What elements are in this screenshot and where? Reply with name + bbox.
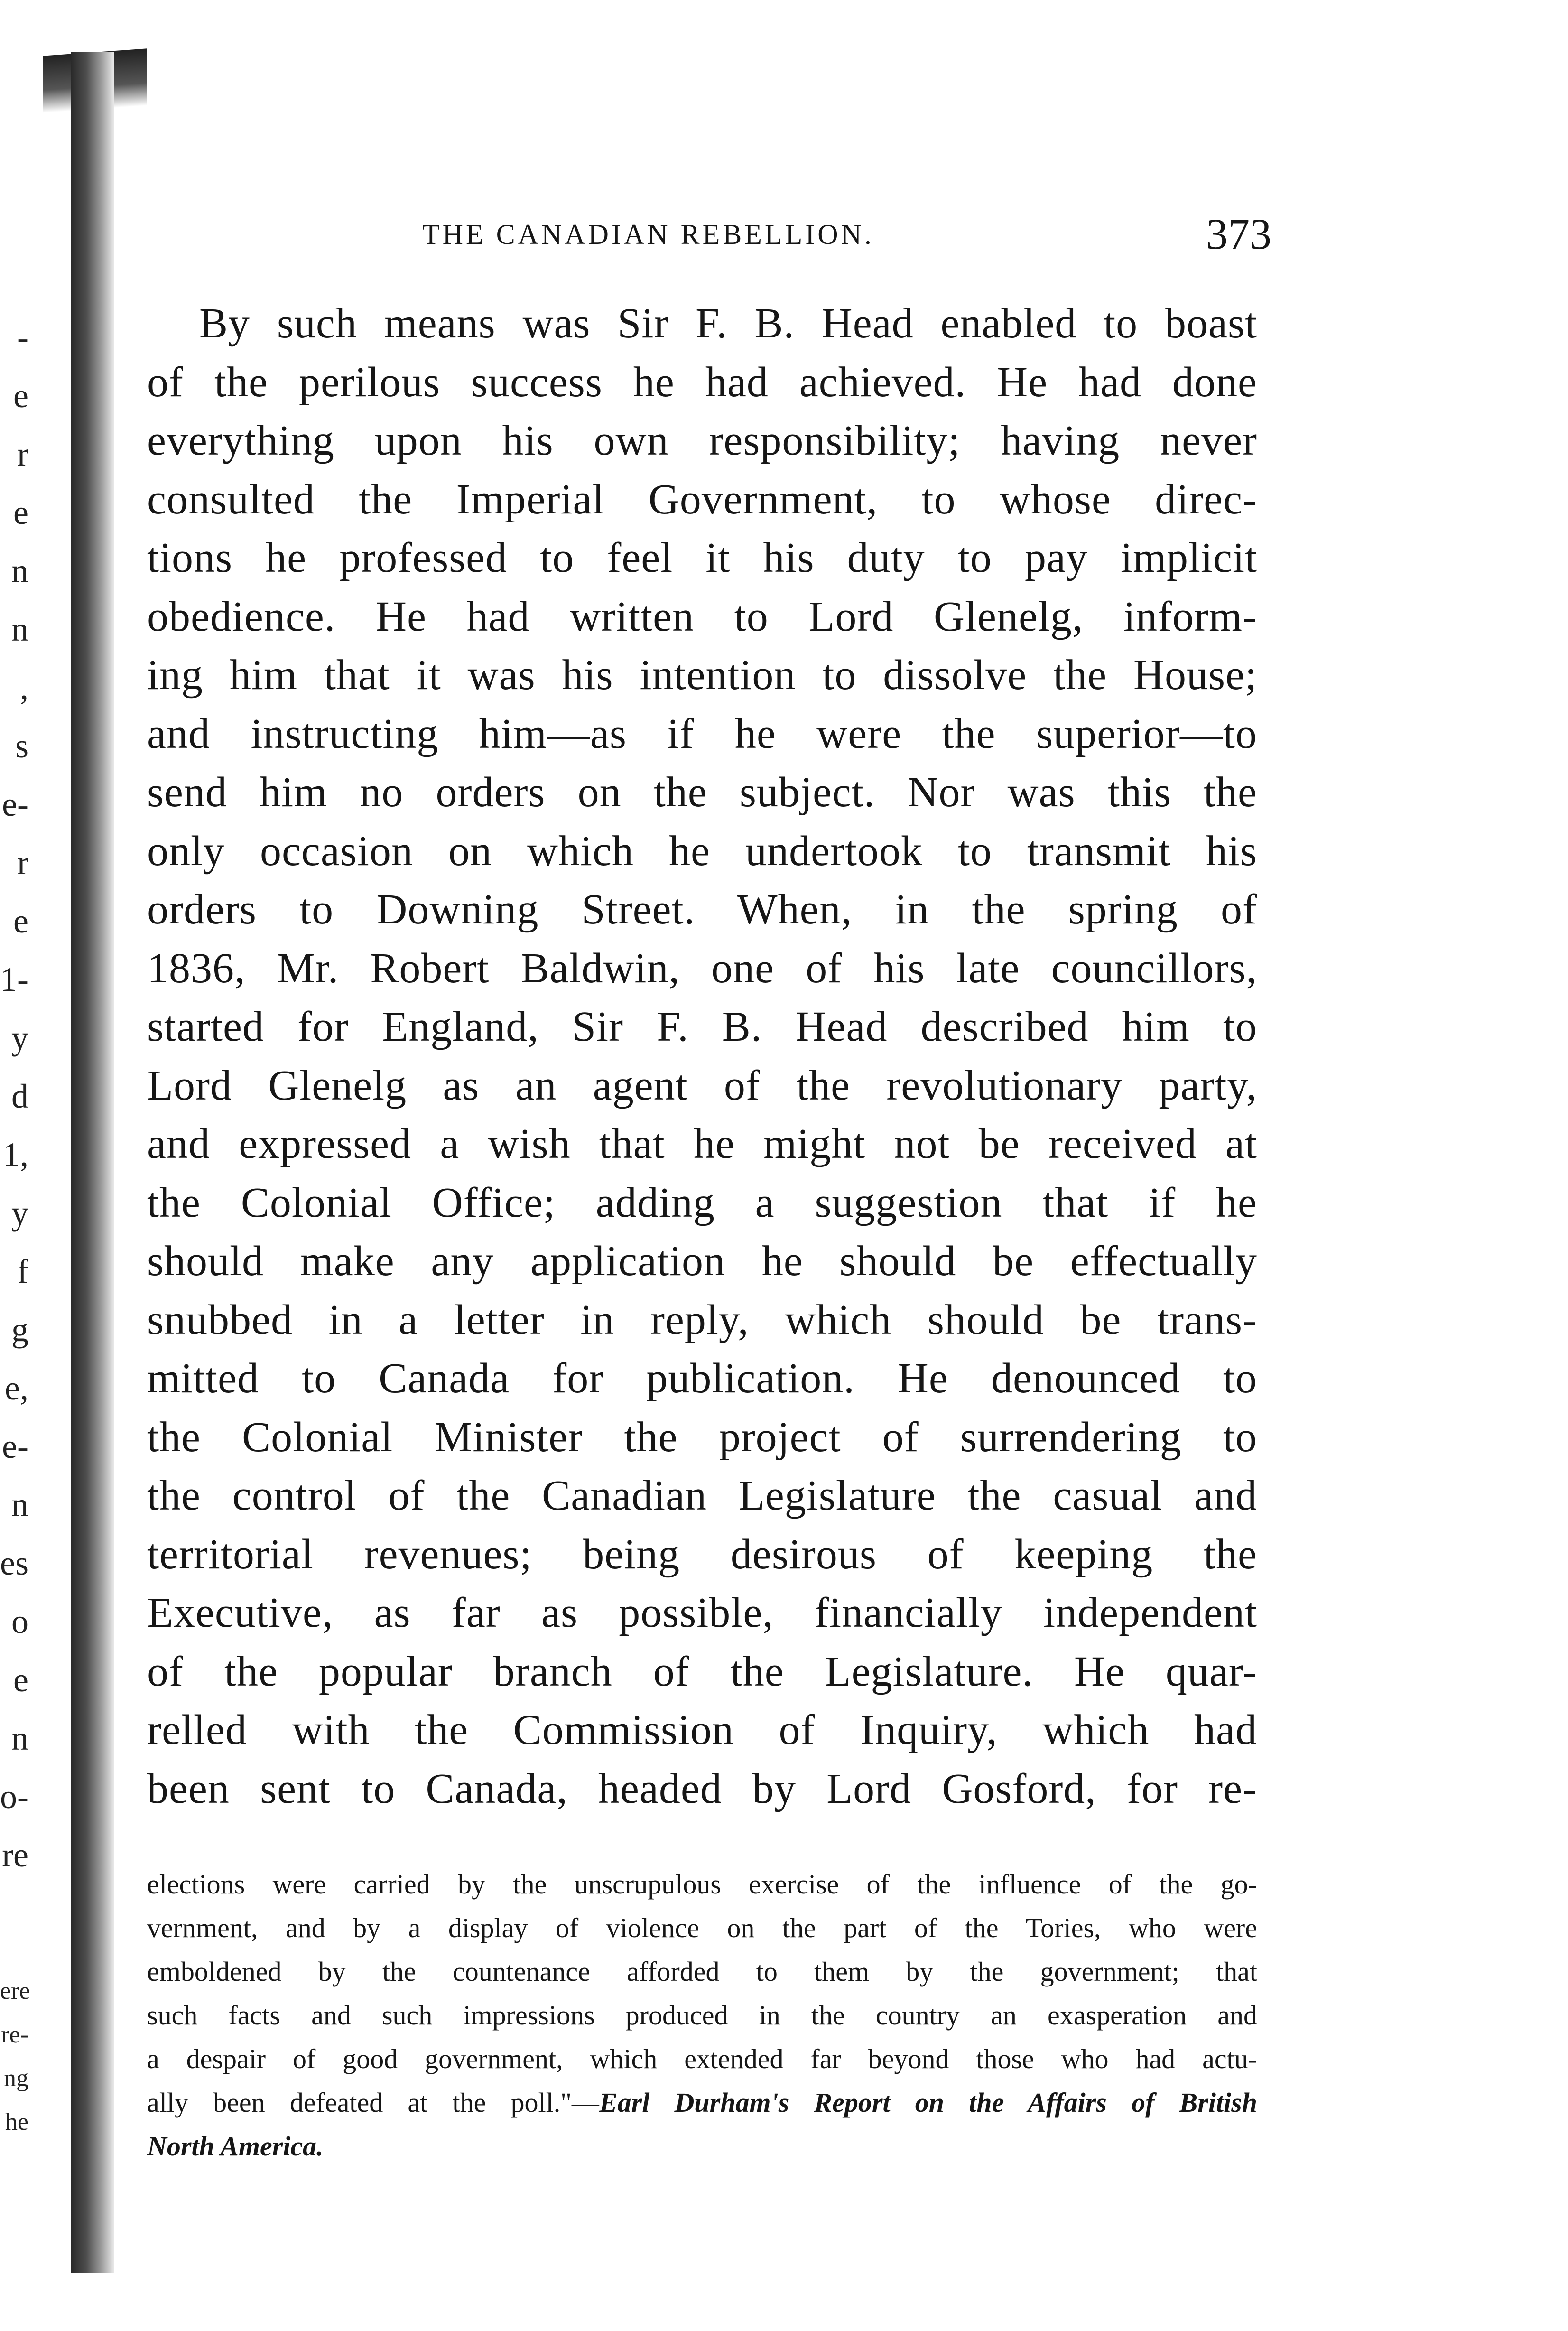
text-line: the control of the Canadian Legislature the casual and	[147, 1472, 1257, 1519]
text-line: obedience. He had written to Lord Glenelg, inform-	[147, 593, 1257, 640]
footnote-line: vernment, and by a display of violence on the part of the Tories, who were	[147, 1912, 1257, 1943]
running-title: THE CANADIAN REBELLION.	[422, 219, 874, 250]
adjacent-page-footnote-fragments	[0, 1969, 28, 2144]
footnote-source-continued: North America.	[147, 2131, 324, 2162]
text-line: the Colonial Minister the project of surrendering to	[147, 1413, 1257, 1461]
margin-fragment: n	[11, 1719, 28, 1757]
footnote-quote-end: ally been defeated at the poll."—	[147, 2087, 599, 2118]
text-line: only occasion on which he undertook to transmit his	[147, 827, 1257, 875]
margin-fragment: o	[11, 1603, 28, 1641]
margin-fragment: e-	[2, 785, 28, 823]
text-line: send him no orders on the subject. Nor was this the	[147, 769, 1257, 816]
margin-fragment: -	[17, 318, 28, 356]
footnote-line	[147, 2081, 1257, 2125]
text-line: By such means was Sir F. B. Head enabled to boast	[199, 300, 1257, 347]
text-line: the Colonial Office; adding a suggestion that if he	[147, 1179, 1257, 1226]
adjacent-page-fragments	[0, 308, 28, 1884]
margin-fragment: y	[11, 1194, 28, 1232]
text-line: and expressed a wish that he might not be received at	[147, 1120, 1257, 1167]
margin-fragment: e	[13, 902, 28, 940]
text-line: been sent to Canada, headed by Lord Gosford, for re-	[147, 1765, 1257, 1812]
margin-fragment: 1,	[3, 1136, 28, 1174]
body-text	[147, 294, 1257, 1818]
margin-fragment: he	[5, 2108, 28, 2135]
margin-fragment: e	[13, 1661, 28, 1699]
text-line: ing him that it was his intention to dissolve the House;	[147, 652, 1257, 699]
page-number: 373	[1206, 210, 1271, 258]
text-line: everything upon his own responsibility; having never	[147, 417, 1257, 464]
text-line: relled with the Commission of Inquiry, which had	[147, 1706, 1257, 1753]
text-line: and instructing him—as if he were the superior—to	[147, 710, 1257, 757]
footnote	[147, 1863, 1257, 2168]
text-line: tions he professed to feel it his duty to pay implicit	[147, 534, 1257, 581]
footnote-source: Earl Durham's Report on the Affairs of British	[599, 2087, 1257, 2118]
margin-fragment: e	[13, 494, 28, 531]
text-line: should make any application he should be effectually	[147, 1238, 1257, 1285]
margin-fragment: r	[17, 435, 28, 473]
margin-fragment: re-	[1, 2021, 28, 2048]
text-line: of the popular branch of the Legislature. He quar-	[147, 1648, 1257, 1695]
text-line: mitted to Canada for publication. He denounced to	[147, 1355, 1257, 1402]
margin-fragment: f	[17, 1252, 28, 1290]
text-line: 1836, Mr. Robert Baldwin, one of his late councillors,	[147, 944, 1257, 992]
margin-fragment: n	[11, 552, 28, 590]
footnote-line	[147, 2125, 1257, 2168]
margin-fragment: d	[11, 1077, 28, 1115]
margin-fragment: ng	[4, 2065, 28, 2092]
footnote-line: a despair of good government, which extended far beyond those who had actu-	[147, 2043, 1257, 2074]
margin-fragment: es	[0, 1544, 28, 1582]
margin-fragment: ,	[20, 669, 28, 707]
running-head	[157, 209, 1271, 256]
margin-fragment: s	[15, 727, 28, 765]
margin-fragment: g	[11, 1311, 28, 1349]
text-line: Lord Glenelg as an agent of the revolutionary party,	[147, 1062, 1257, 1109]
text-line: snubbed in a letter in reply, which should be trans-	[147, 1296, 1257, 1343]
footnote-line: such facts and such impressions produced in the country an exasperation and	[147, 2000, 1257, 2031]
text-line: territorial revenues; being desirous of keeping the	[147, 1530, 1257, 1578]
footnote-line: emboldened by the countenance afforded to them by the government; that	[147, 1956, 1257, 1987]
text-line: orders to Downing Street. When, in the spring of	[147, 886, 1257, 933]
margin-fragment: 1-	[0, 960, 28, 998]
text-line: consulted the Imperial Government, to whose direc-	[147, 476, 1257, 523]
margin-fragment: o-	[0, 1778, 28, 1816]
text-line: Executive, as far as possible, financially independent	[147, 1589, 1257, 1636]
margin-fragment: ere	[0, 1977, 30, 2005]
margin-fragment: e,	[5, 1369, 28, 1407]
margin-fragment: e-	[2, 1427, 28, 1465]
margin-fragment: n	[11, 1486, 28, 1524]
margin-fragment: r	[17, 844, 28, 882]
page-gutter-shadow	[71, 52, 114, 2273]
margin-fragment: re	[2, 1836, 28, 1874]
text-line: started for England, Sir F. B. Head described him to	[147, 1003, 1257, 1050]
text-line: of the perilous success he had achieved. He had done	[147, 358, 1257, 406]
margin-fragment: n	[11, 610, 28, 648]
margin-fragment: e	[13, 377, 28, 415]
footnote-line: elections were carried by the unscrupulous exercise of the influence of the go-	[147, 1869, 1257, 1900]
margin-fragment: y	[11, 1019, 28, 1057]
